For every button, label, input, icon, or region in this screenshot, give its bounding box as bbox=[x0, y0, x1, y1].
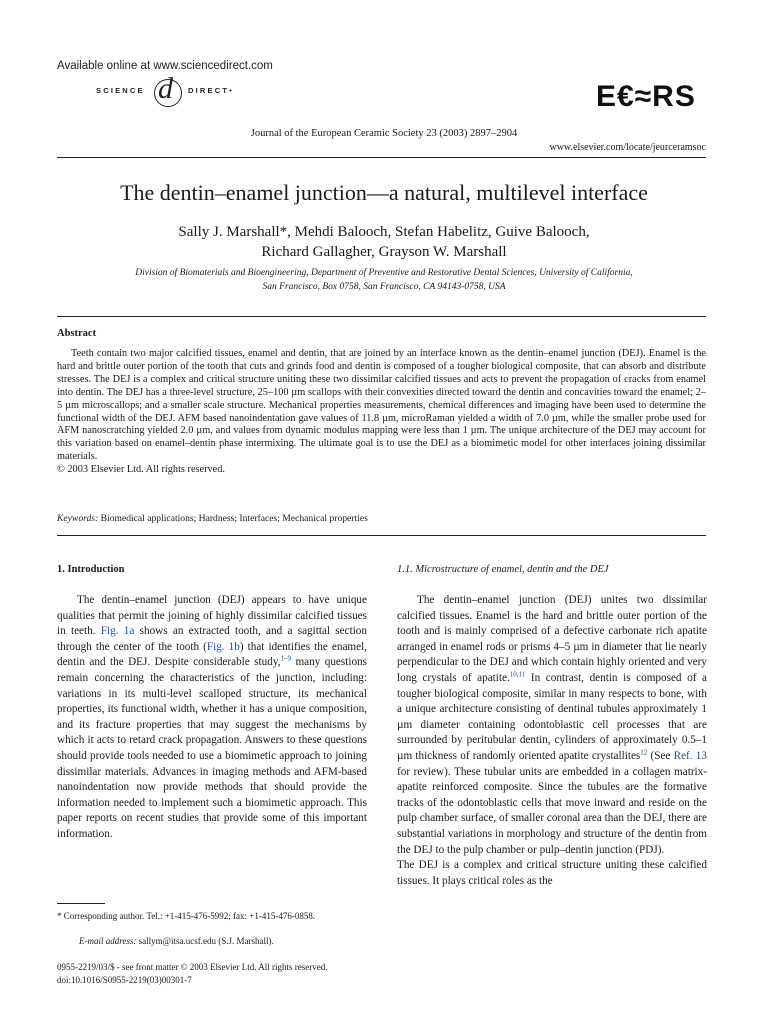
micro-text-b: In contrast, dentin is composed of a tougher biological composite, similar in many respects to bone, with a unique architecture consisting of dentinal tubules approximately 1 µm diameter containing odontoblastic cell processes that are surrounded by peritubular dentin, cylinders of approximately 0.5–1 µm thickness of randomly oriented apatite crystallites bbox=[397, 671, 707, 762]
journal-url[interactable]: www.elsevier.com/locate/jeurceramsoc bbox=[549, 142, 706, 153]
citation-10-11[interactable]: 10,11 bbox=[509, 670, 526, 679]
front-matter-note: 0955-2219/03/$ - see front matter © 2003 Elsevier Ltd. All rights reserved. bbox=[57, 962, 328, 972]
footnote-rule bbox=[57, 903, 105, 904]
abstract-top-rule bbox=[57, 316, 706, 317]
sd-logo-left: SCIENCE bbox=[96, 86, 145, 95]
sd-logo-right: DIRECT• bbox=[188, 86, 234, 95]
availability-note: Available online at www.sciencedirect.com bbox=[57, 60, 273, 72]
section-1-heading: 1. Introduction bbox=[57, 564, 125, 575]
keywords-label: Keywords: bbox=[57, 513, 99, 524]
fig-1a-link[interactable]: Fig. 1a bbox=[100, 625, 135, 638]
fig-1b-link[interactable]: Fig. 1b bbox=[206, 640, 240, 653]
abstract-text: Teeth contain two major calcified tissues, enamel and dentin, that are joined by an interface known as the dentin–enamel junction (DEJ). Enamel is the hard and brittle outer portion of the tooth that cuts and grinds food and dentin is composed of a tougher biological composite, that can absorb and distribute stresses. The DEJ is a complex and critical structure uniting these two dissimilar calcified tissues and acts to prevent the propagation of cracks from enamel into dentin. The DEJ has a three-level structure, 25–100 µm scallops with their convexities directed toward the dentin and concavities toward the enamel; 2–5 µm microscallops; and a smaller scale structure. Mechanical properties measurements, chemical differences and imaging have been used to determine the functional width of the DEJ. AFM based nanoindentation gave values of 11.8 µm, microRaman yielded a width of 7.0 µm, while the smaller probe used for AFM nanoscratching yielded 2.0 µm, and values from dynamic modulus mapping were less than 1 µm. The unique architecture of the DEJ may account for this variation based on enamel–dentin phase intermixing. The ultimate goal is to use the DEJ as a biomimetic model for other interfaces joining dissimilar materials. bbox=[57, 348, 706, 463]
email-text[interactable]: sallym@itsa.ucsf.edu (S.J. Marshall). bbox=[136, 936, 274, 946]
abstract-bottom-rule bbox=[57, 535, 706, 536]
micro-text-p2: The DEJ is a complex and critical structure uniting these calcified tissues. It plays critical roles as the bbox=[397, 859, 707, 887]
email-note bbox=[79, 936, 274, 946]
corresponding-author-note: * Corresponding author. Tel.: +1-415-476-5992; fax: +1-415-476-0858. bbox=[57, 911, 316, 921]
intro-text-b: shows an extracted tooth, and a sagittal section through the center of the tooth ( bbox=[57, 625, 367, 653]
doi-note[interactable]: doi:10.1016/S0955-2219(03)00301-7 bbox=[57, 975, 192, 985]
header-rule bbox=[57, 157, 706, 158]
journal-reference: Journal of the European Ceramic Society 23 (2003) 2897–2904 bbox=[250, 128, 518, 139]
intro-text-d: many questions remain concerning the characteristics of the junction, including: variations in its multi-level scalloped structure, its mechanical properties, its functional width, whether it has a unique composition, and its fracture properties that may suggest the mechanisms by which it acts to retard crack propagation. Answers to these questions should provide tools needed to use a biomimetic approach to joining dissimilar materials. Advances in imaging methods and AFM-based nanoindentation now provide methods that should provide the information needed to implement such a biomimetic approach. This paper reports on recent studies that provide some of this important information. bbox=[57, 656, 367, 840]
section-1-1-heading: 1.1. Microstructure of enamel, dentin and the DEJ bbox=[397, 564, 609, 575]
authors-line-1: Sally J. Marshall*, Mehdi Balooch, Stefan Habelitz, Guive Balooch, bbox=[178, 224, 590, 240]
authors-line-2: Richard Gallagher, Grayson W. Marshall bbox=[261, 244, 507, 260]
article-title: The dentin–enamel junction—a natural, multilevel interface bbox=[120, 180, 648, 205]
keywords bbox=[57, 513, 368, 524]
citation-12[interactable]: 12 bbox=[640, 748, 648, 757]
affiliation-line-2: San Francisco, Box 0758, San Francisco, CA 94143-0758, USA bbox=[262, 282, 506, 292]
citation-1-9[interactable]: 1–9 bbox=[280, 654, 291, 663]
sd-logo-d: d bbox=[158, 72, 173, 105]
keywords-text: Biomedical applications; Hardness; Interfaces; Mechanical properties bbox=[100, 513, 368, 524]
intro-paragraph bbox=[57, 593, 367, 843]
micro-text-d: for review). These tubular units are embedded in a collagen matrix-apatite reinforced composite. Since the tubules are the formative tracks of the odontoblastic cells that move inward and reside on the pulp chamber surface, of smaller coronal area than the DEJ, there are substantial variations in morphology and structure of the dentin from the DEJ to the pulp chamber or pulp–dentin junction (PDJ). bbox=[397, 765, 707, 856]
intro-text-a: The dentin–enamel junction (DEJ) appears to have unique qualities that permit the joining of highly dissimilar calcified tissues in teeth. bbox=[57, 594, 367, 638]
email-label: E-mail address: bbox=[79, 936, 137, 946]
publisher-logo: E€≈RS bbox=[596, 80, 696, 113]
micro-text-a: The dentin–enamel junction (DEJ) unites two dissimilar calcified tissues. Enamel is the hard and brittle outer portion of the tooth and is mainly comprised of a defective carbonate rich apatite arranged in enamel rods or prisms 4–5 µm in diameter that lie nearly perpendicular to the DEJ and which contain highly oriented and very long crystals of apatite. bbox=[397, 594, 707, 684]
abstract-copyright: © 2003 Elsevier Ltd. All rights reserved. bbox=[57, 464, 225, 476]
intro-text-c: ) that identifies the enamel, dentin and the DEJ. Despite considerable study, bbox=[57, 640, 367, 669]
sciencedirect-logo bbox=[96, 72, 266, 106]
ref-13-link[interactable]: Ref. 13 bbox=[673, 749, 707, 762]
affiliation-line-1: Division of Biomaterials and Bioengineering, Department of Preventive and Restorative Dental Sciences, University of California, bbox=[135, 268, 633, 278]
microstructure-paragraph bbox=[397, 593, 707, 889]
micro-text-c: (See bbox=[647, 749, 674, 762]
abstract-heading: Abstract bbox=[57, 328, 97, 339]
abstract-body bbox=[57, 348, 706, 477]
